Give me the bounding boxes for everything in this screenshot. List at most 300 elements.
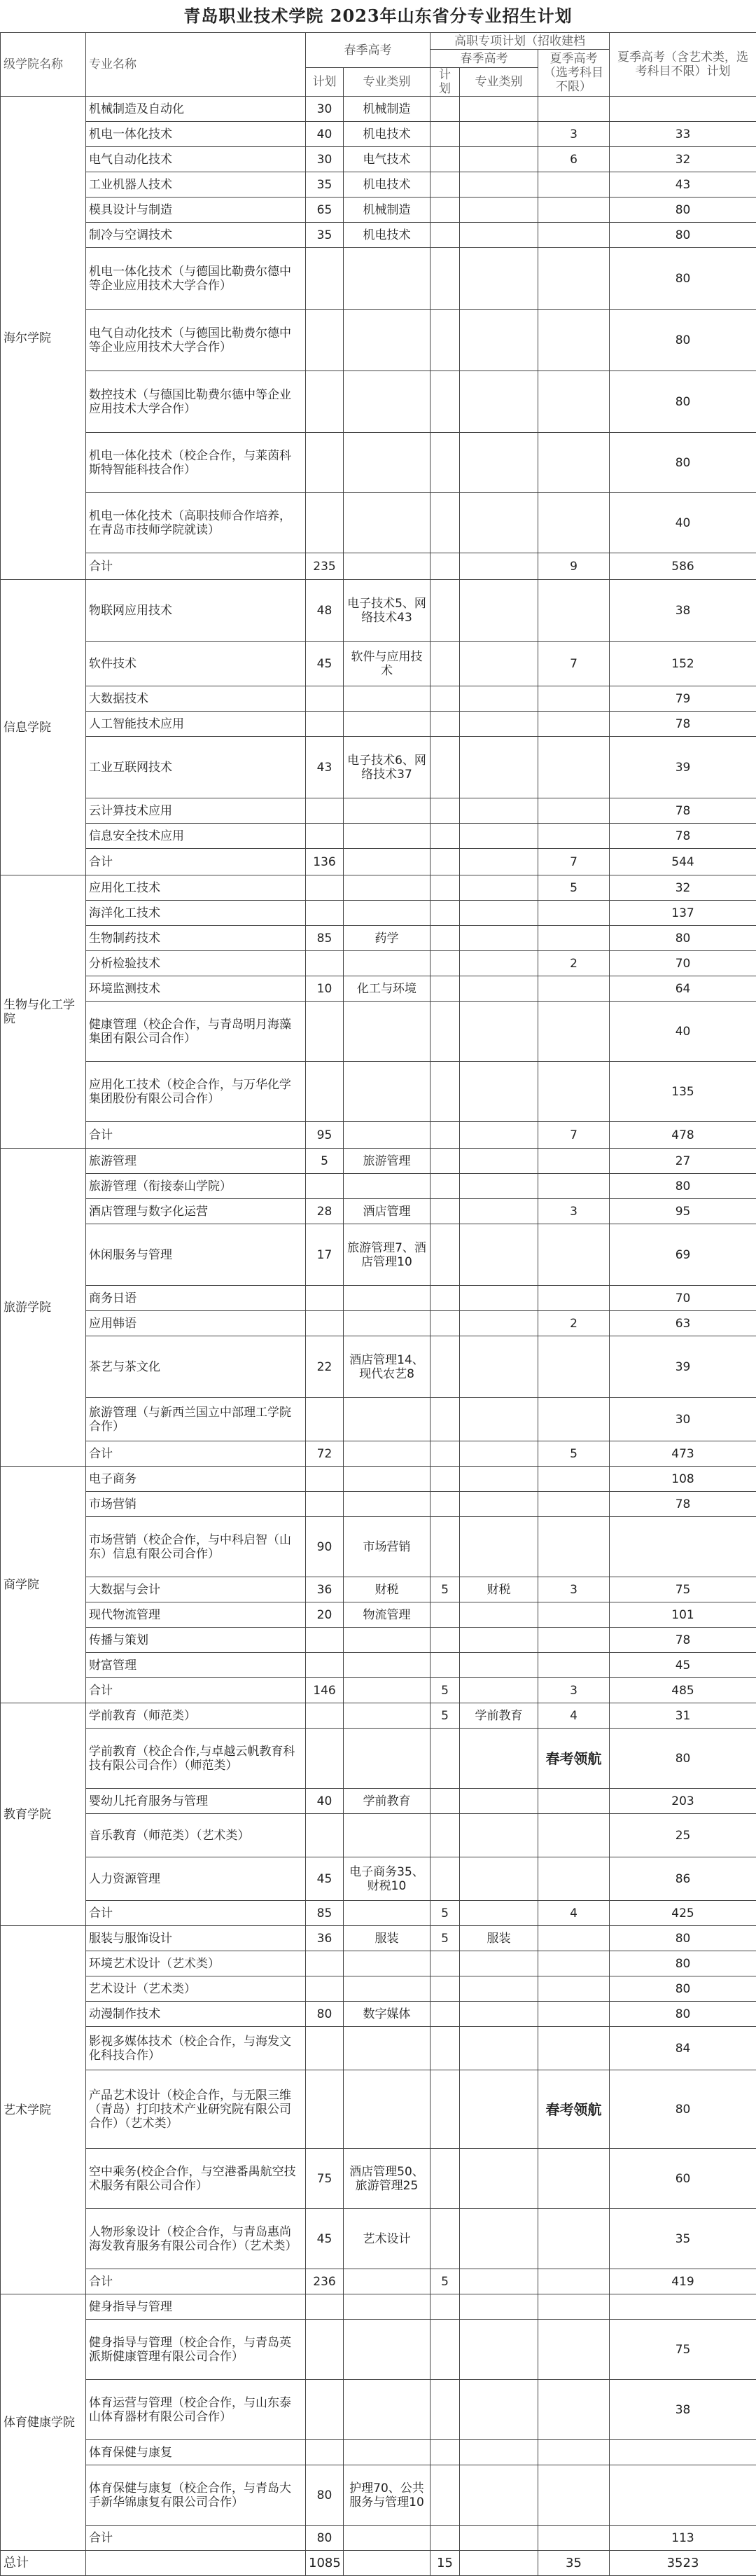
gz-type-cell bbox=[460, 2027, 538, 2070]
table-row bbox=[1, 172, 756, 198]
summer-plan-cell: 80 bbox=[610, 1174, 756, 1199]
gz-summer-cell: 2 bbox=[538, 1311, 610, 1336]
table-row bbox=[1, 1789, 756, 1814]
grand-total-gz-type bbox=[460, 2551, 538, 2576]
major-name-cell: 电子商务 bbox=[86, 1467, 306, 1492]
spring-plan-cell bbox=[306, 875, 344, 901]
table-row bbox=[1, 976, 756, 1002]
table-row bbox=[1, 1398, 756, 1441]
gz-type-cell bbox=[460, 1149, 538, 1174]
table-row bbox=[1, 1199, 756, 1224]
table-row bbox=[1, 1311, 756, 1336]
spring-plan-cell bbox=[306, 951, 344, 976]
gz-summer-cell: 5 bbox=[538, 1441, 610, 1467]
gz-plan-cell bbox=[430, 2380, 460, 2440]
gz-type-cell bbox=[460, 1857, 538, 1901]
spring-plan-cell bbox=[306, 1628, 344, 1653]
summer-plan-cell: 45 bbox=[610, 1653, 756, 1678]
spring-plan-cell bbox=[306, 2440, 344, 2465]
spring-plan-cell bbox=[306, 798, 344, 824]
table-row bbox=[1, 824, 756, 849]
summer-plan-cell: 38 bbox=[610, 2380, 756, 2440]
gz-plan-cell bbox=[430, 433, 460, 493]
gz-type-cell bbox=[460, 1336, 538, 1398]
gz-type-cell bbox=[460, 2269, 538, 2294]
gz-plan-cell: 5 bbox=[430, 1703, 460, 1729]
summer-plan-cell: 80 bbox=[610, 2070, 756, 2149]
gz-plan-cell bbox=[430, 926, 460, 951]
gz-summer-cell bbox=[538, 2209, 610, 2269]
spring-type-cell: 护理70、公共服务与管理10 bbox=[344, 2465, 430, 2526]
gz-summer-cell bbox=[538, 824, 610, 849]
spring-type-cell bbox=[344, 951, 430, 976]
gz-type-cell bbox=[460, 1398, 538, 1441]
table-row bbox=[1, 875, 756, 901]
gz-summer-cell: 7 bbox=[538, 849, 610, 875]
summer-plan-cell: 27 bbox=[610, 1149, 756, 1174]
summer-plan-cell: 108 bbox=[610, 1467, 756, 1492]
summer-plan-cell: 32 bbox=[610, 875, 756, 901]
spring-type-cell bbox=[344, 1062, 430, 1122]
major-name-cell: 音乐教育（师范类）（艺术类） bbox=[86, 1814, 306, 1857]
gz-type-cell bbox=[460, 849, 538, 875]
summer-plan-cell: 113 bbox=[610, 2526, 756, 2551]
spring-type-cell bbox=[344, 824, 430, 849]
gz-type-cell bbox=[460, 824, 538, 849]
gz-summer-cell bbox=[538, 1336, 610, 1398]
spring-plan-cell: 35 bbox=[306, 223, 344, 248]
spring-plan-cell bbox=[306, 248, 344, 310]
table-row bbox=[1, 1492, 756, 1517]
gz-type-cell bbox=[460, 1602, 538, 1628]
gz-type-cell bbox=[460, 122, 538, 147]
major-name-cell: 合计 bbox=[86, 1901, 306, 1926]
gz-summer-cell bbox=[538, 1976, 610, 2002]
gz-summer-cell bbox=[538, 2320, 610, 2380]
gz-plan-cell bbox=[430, 1517, 460, 1577]
spring-plan-cell: 75 bbox=[306, 2149, 344, 2209]
gz-plan-cell bbox=[430, 1789, 460, 1814]
major-name-cell: 工业机器人技术 bbox=[86, 172, 306, 198]
table-row bbox=[1, 642, 756, 686]
gz-summer-cell bbox=[538, 493, 610, 553]
spring-type-cell: 酒店管理14、现代农艺8 bbox=[344, 1336, 430, 1398]
spring-plan-cell: 85 bbox=[306, 926, 344, 951]
major-name-cell: 数控技术（与德国比勒费尔德中等企业应用技术大学合作） bbox=[86, 371, 306, 433]
college-name-cell: 信息学院 bbox=[1, 580, 86, 875]
spring-plan-cell: 95 bbox=[306, 1122, 344, 1149]
gz-summer-cell bbox=[538, 97, 610, 122]
spring-type-cell: 物流管理 bbox=[344, 1602, 430, 1628]
spring-plan-cell bbox=[306, 1951, 344, 1976]
gz-plan-cell bbox=[430, 1653, 460, 1678]
spring-type-cell bbox=[344, 712, 430, 737]
spring-type-cell bbox=[344, 310, 430, 371]
gz-type-cell bbox=[460, 580, 538, 642]
spring-plan-cell bbox=[306, 686, 344, 712]
gz-type-cell bbox=[460, 1789, 538, 1814]
gz-plan-cell: 5 bbox=[430, 1577, 460, 1602]
spring-plan-cell: 22 bbox=[306, 1336, 344, 1398]
header-spring: 春季高考 bbox=[306, 33, 430, 68]
spring-type-cell: 数字媒体 bbox=[344, 2002, 430, 2027]
table-row bbox=[1, 712, 756, 737]
summer-plan-cell: 586 bbox=[610, 553, 756, 580]
spring-plan-cell: 72 bbox=[306, 1441, 344, 1467]
gz-plan-cell bbox=[430, 976, 460, 1002]
major-name-cell: 应用化工技术（校企合作，与万华化学集团股份有限公司合作） bbox=[86, 1062, 306, 1122]
major-name-cell: 休闲服务与管理 bbox=[86, 1224, 306, 1286]
spring-type-cell bbox=[344, 371, 430, 433]
gz-type-cell bbox=[460, 1729, 538, 1789]
page-title: 青岛职业技术学院 2023年山东省分专业招生计划 bbox=[0, 0, 756, 32]
table-row bbox=[1, 147, 756, 172]
spring-plan-cell: 80 bbox=[306, 2002, 344, 2027]
spring-type-cell bbox=[344, 1729, 430, 1789]
spring-plan-cell: 85 bbox=[306, 1901, 344, 1926]
gz-plan-cell bbox=[430, 1122, 460, 1149]
spring-plan-cell: 45 bbox=[306, 642, 344, 686]
spring-type-cell bbox=[344, 1976, 430, 2002]
spring-type-cell: 软件与应用技术 bbox=[344, 642, 430, 686]
gz-type-cell bbox=[460, 875, 538, 901]
summer-plan-cell: 39 bbox=[610, 1336, 756, 1398]
spring-type-cell bbox=[344, 553, 430, 580]
gz-summer-cell bbox=[538, 2149, 610, 2209]
header-gz-type: 专业类别 bbox=[460, 68, 538, 97]
spring-plan-cell bbox=[306, 310, 344, 371]
gz-type-cell bbox=[460, 798, 538, 824]
major-name-cell: 合计 bbox=[86, 553, 306, 580]
gz-plan-cell bbox=[430, 1602, 460, 1628]
spring-type-cell bbox=[344, 1467, 430, 1492]
table-row bbox=[1, 737, 756, 798]
subtotal-row bbox=[1, 849, 756, 875]
summer-plan-cell: 32 bbox=[610, 147, 756, 172]
gz-type-cell bbox=[460, 1441, 538, 1467]
gz-plan-cell bbox=[430, 1224, 460, 1286]
table-row bbox=[1, 926, 756, 951]
spring-plan-cell: 40 bbox=[306, 122, 344, 147]
summer-plan-cell: 203 bbox=[610, 1789, 756, 1814]
table-body bbox=[1, 97, 756, 2551]
spring-type-cell: 服装 bbox=[344, 1926, 430, 1951]
summer-plan-cell: 63 bbox=[610, 1311, 756, 1336]
gz-type-cell bbox=[460, 1174, 538, 1199]
grand-total-summer: 3523 bbox=[610, 2551, 756, 2576]
subtotal-row bbox=[1, 553, 756, 580]
gz-plan-cell bbox=[430, 1729, 460, 1789]
spring-type-cell bbox=[344, 1653, 430, 1678]
spring-type-cell: 电子技术6、网络技术37 bbox=[344, 737, 430, 798]
major-name-cell: 体育保健与康复（校企合作，与青岛大手新华锦康复有限公司合作） bbox=[86, 2465, 306, 2526]
summer-plan-cell: 135 bbox=[610, 1062, 756, 1122]
spring-type-cell bbox=[344, 798, 430, 824]
spring-type-cell bbox=[344, 1002, 430, 1062]
spring-plan-cell: 30 bbox=[306, 97, 344, 122]
table-row bbox=[1, 951, 756, 976]
table-row bbox=[1, 310, 756, 371]
summer-plan-cell: 40 bbox=[610, 493, 756, 553]
spring-plan-cell bbox=[306, 901, 344, 926]
table-row bbox=[1, 1467, 756, 1492]
spring-plan-cell: 40 bbox=[306, 1789, 344, 1814]
gz-plan-cell bbox=[430, 686, 460, 712]
spring-type-cell bbox=[344, 2027, 430, 2070]
spring-type-cell bbox=[344, 686, 430, 712]
gz-plan-cell bbox=[430, 1857, 460, 1901]
summer-plan-cell: 80 bbox=[610, 223, 756, 248]
gz-plan-cell: 5 bbox=[430, 1926, 460, 1951]
major-name-cell: 机电一体化技术（高职技师合作培养，在青岛市技师学院就读） bbox=[86, 493, 306, 553]
summer-plan-cell: 75 bbox=[610, 1577, 756, 1602]
spring-plan-cell bbox=[306, 1398, 344, 1441]
gz-type-cell bbox=[460, 2070, 538, 2149]
major-name-cell: 商务日语 bbox=[86, 1286, 306, 1311]
table-row bbox=[1, 198, 756, 223]
spring-plan-cell: 28 bbox=[306, 1199, 344, 1224]
header-college: 级学院名称 bbox=[1, 33, 86, 97]
gz-type-cell bbox=[460, 493, 538, 553]
gz-plan-cell bbox=[430, 2070, 460, 2149]
spring-plan-cell: 146 bbox=[306, 1678, 344, 1703]
gz-type-cell bbox=[460, 2209, 538, 2269]
gz-summer-cell bbox=[538, 2002, 610, 2027]
gz-type-cell bbox=[460, 371, 538, 433]
major-name-cell: 合计 bbox=[86, 2526, 306, 2551]
gz-plan-cell: 5 bbox=[430, 2269, 460, 2294]
summer-plan-cell bbox=[610, 1517, 756, 1577]
major-name-cell: 旅游管理（与新西兰国立中部理工学院合作） bbox=[86, 1398, 306, 1441]
major-name-cell: 云计算技术应用 bbox=[86, 798, 306, 824]
header-gaozhi: 高职专项计划（招收建档 bbox=[430, 33, 610, 50]
major-name-cell: 合计 bbox=[86, 849, 306, 875]
gz-plan-cell bbox=[430, 371, 460, 433]
major-name-cell: 影视多媒体技术（校企合作，与海发文化科技合作） bbox=[86, 2027, 306, 2070]
gz-plan-cell bbox=[430, 248, 460, 310]
spring-type-cell: 机电技术 bbox=[344, 172, 430, 198]
summer-plan-cell: 80 bbox=[610, 926, 756, 951]
gz-summer-cell bbox=[538, 1628, 610, 1653]
gz-plan-cell bbox=[430, 580, 460, 642]
summer-plan-cell: 84 bbox=[610, 2027, 756, 2070]
gz-plan-cell bbox=[430, 798, 460, 824]
gz-summer-cell bbox=[538, 172, 610, 198]
spring-plan-cell bbox=[306, 1653, 344, 1678]
summer-plan-cell: 30 bbox=[610, 1398, 756, 1441]
summer-plan-cell: 152 bbox=[610, 642, 756, 686]
gz-type-cell bbox=[460, 737, 538, 798]
gz-summer-cell bbox=[538, 2269, 610, 2294]
major-name-cell: 学前教育（师范类） bbox=[86, 1703, 306, 1729]
table-row bbox=[1, 1149, 756, 1174]
spring-plan-cell bbox=[306, 1174, 344, 1199]
college-name-cell: 教育学院 bbox=[1, 1703, 86, 1926]
major-name-cell: 人物形象设计（校企合作，与青岛惠尚海发教育服务有限公司合作）（艺术类） bbox=[86, 2209, 306, 2269]
table-row bbox=[1, 1814, 756, 1857]
major-name-cell: 体育保健与康复 bbox=[86, 2440, 306, 2465]
college-name-cell: 海尔学院 bbox=[1, 97, 86, 580]
summer-plan-cell: 80 bbox=[610, 198, 756, 223]
gz-plan-cell bbox=[430, 712, 460, 737]
major-name-cell: 电气自动化技术 bbox=[86, 147, 306, 172]
major-name-cell: 电气自动化技术（与德国比勒费尔德中等企业应用技术大学合作） bbox=[86, 310, 306, 371]
table-row bbox=[1, 433, 756, 493]
grand-total-gz-plan: 15 bbox=[430, 2551, 460, 2576]
major-name-cell: 制冷与空调技术 bbox=[86, 223, 306, 248]
gz-summer-cell bbox=[538, 1002, 610, 1062]
summer-plan-cell: 69 bbox=[610, 1224, 756, 1286]
major-name-cell: 机电一体化技术（与德国比勒费尔德中等企业应用技术大学合作） bbox=[86, 248, 306, 310]
summer-plan-cell: 79 bbox=[610, 686, 756, 712]
gz-type-cell bbox=[460, 712, 538, 737]
gz-type-cell bbox=[460, 642, 538, 686]
header-summer: 夏季高考（含艺术类，选考科目不限）计划 bbox=[610, 33, 756, 97]
gz-type-cell bbox=[460, 553, 538, 580]
summer-plan-cell: 75 bbox=[610, 2320, 756, 2380]
gz-plan-cell: 5 bbox=[430, 1901, 460, 1926]
major-name-cell: 财富管理 bbox=[86, 1653, 306, 1678]
major-name-cell: 人工智能技术应用 bbox=[86, 712, 306, 737]
gz-plan-cell bbox=[430, 824, 460, 849]
gz-summer-cell bbox=[538, 248, 610, 310]
spring-type-cell bbox=[344, 2070, 430, 2149]
gz-plan-cell bbox=[430, 1199, 460, 1224]
major-name-cell: 海洋化工技术 bbox=[86, 901, 306, 926]
spring-type-cell bbox=[344, 2526, 430, 2551]
gz-plan-cell bbox=[430, 1174, 460, 1199]
spring-plan-cell: 136 bbox=[306, 849, 344, 875]
table-row bbox=[1, 97, 756, 122]
major-name-cell: 服装与服饰设计 bbox=[86, 1926, 306, 1951]
spring-plan-cell: 80 bbox=[306, 2526, 344, 2551]
gz-summer-cell bbox=[538, 2294, 610, 2320]
major-name-cell: 茶艺与茶文化 bbox=[86, 1336, 306, 1398]
gz-type-cell bbox=[460, 1628, 538, 1653]
spring-type-cell: 机电技术 bbox=[344, 223, 430, 248]
major-name-cell: 机电一体化技术 bbox=[86, 122, 306, 147]
spring-plan-cell bbox=[306, 712, 344, 737]
major-name-cell: 学前教育（校企合作,与卓越云帆教育科技有限公司合作）（师范类） bbox=[86, 1729, 306, 1789]
spring-type-cell: 机械制造 bbox=[344, 97, 430, 122]
admission-plan-table bbox=[0, 32, 756, 2576]
spring-plan-cell bbox=[306, 2294, 344, 2320]
table-row bbox=[1, 686, 756, 712]
spring-type-cell bbox=[344, 1628, 430, 1653]
spring-plan-cell bbox=[306, 1467, 344, 1492]
gz-summer-cell bbox=[538, 1857, 610, 1901]
header-gz-plan: 计划 bbox=[430, 68, 460, 97]
table-row bbox=[1, 1062, 756, 1122]
spring-plan-cell bbox=[306, 1062, 344, 1122]
gz-summer-cell bbox=[538, 1926, 610, 1951]
gz-plan-cell bbox=[430, 1441, 460, 1467]
major-name-cell: 合计 bbox=[86, 2269, 306, 2294]
gz-summer-cell: 春考领航 bbox=[538, 2070, 610, 2149]
gz-plan-cell bbox=[430, 901, 460, 926]
gz-summer-cell bbox=[538, 223, 610, 248]
gz-type-cell bbox=[460, 901, 538, 926]
subtotal-row bbox=[1, 2526, 756, 2551]
major-name-cell: 信息安全技术应用 bbox=[86, 824, 306, 849]
summer-plan-cell: 485 bbox=[610, 1678, 756, 1703]
summer-plan-cell: 80 bbox=[610, 1976, 756, 2002]
grand-total-row bbox=[1, 2551, 756, 2576]
gz-type-cell bbox=[460, 2465, 538, 2526]
spring-plan-cell: 35 bbox=[306, 172, 344, 198]
gz-summer-cell bbox=[538, 686, 610, 712]
gz-plan-cell bbox=[430, 1149, 460, 1174]
major-name-cell: 酒店管理与数字化运营 bbox=[86, 1199, 306, 1224]
grand-total-spring-plan: 1085 bbox=[306, 2551, 344, 2576]
grand-total-label: 总计 bbox=[1, 2551, 86, 2576]
gz-summer-cell: 5 bbox=[538, 875, 610, 901]
table-row bbox=[1, 1926, 756, 1951]
spring-type-cell bbox=[344, 1286, 430, 1311]
spring-plan-cell bbox=[306, 1002, 344, 1062]
spring-plan-cell: 45 bbox=[306, 2209, 344, 2269]
gz-summer-cell: 3 bbox=[538, 1577, 610, 1602]
gz-summer-cell bbox=[538, 976, 610, 1002]
spring-type-cell bbox=[344, 2380, 430, 2440]
summer-plan-cell: 80 bbox=[610, 433, 756, 493]
spring-type-cell: 酒店管理 bbox=[344, 1199, 430, 1224]
major-name-cell: 人力资源管理 bbox=[86, 1857, 306, 1901]
spring-plan-cell: 5 bbox=[306, 1149, 344, 1174]
summer-plan-cell: 80 bbox=[610, 1951, 756, 1976]
spring-plan-cell bbox=[306, 1729, 344, 1789]
gz-summer-cell bbox=[538, 2380, 610, 2440]
gz-summer-cell bbox=[538, 433, 610, 493]
major-name-cell: 合计 bbox=[86, 1122, 306, 1149]
gz-summer-cell bbox=[538, 1789, 610, 1814]
gz-type-cell bbox=[460, 1653, 538, 1678]
gz-summer-cell bbox=[538, 712, 610, 737]
gz-summer-cell: 3 bbox=[538, 122, 610, 147]
gz-summer-cell bbox=[538, 926, 610, 951]
table-row bbox=[1, 798, 756, 824]
major-name-cell: 现代物流管理 bbox=[86, 1602, 306, 1628]
summer-plan-cell: 70 bbox=[610, 1286, 756, 1311]
table-row bbox=[1, 580, 756, 642]
summer-plan-cell: 39 bbox=[610, 737, 756, 798]
gz-plan-cell bbox=[430, 1398, 460, 1441]
table-row bbox=[1, 1224, 756, 1286]
gz-summer-cell bbox=[538, 198, 610, 223]
gz-summer-cell bbox=[538, 2526, 610, 2551]
major-name-cell: 机械制造及自动化 bbox=[86, 97, 306, 122]
gz-summer-cell: 3 bbox=[538, 1678, 610, 1703]
gz-summer-cell: 6 bbox=[538, 147, 610, 172]
gz-summer-cell bbox=[538, 1224, 610, 1286]
spring-type-cell bbox=[344, 493, 430, 553]
summer-plan-cell: 70 bbox=[610, 951, 756, 976]
header-major: 专业名称 bbox=[86, 33, 306, 97]
table-row bbox=[1, 1729, 756, 1789]
table-row bbox=[1, 1286, 756, 1311]
college-name-cell: 体育健康学院 bbox=[1, 2294, 86, 2551]
spring-type-cell bbox=[344, 1174, 430, 1199]
gz-summer-cell: 4 bbox=[538, 1703, 610, 1729]
gz-plan-cell bbox=[430, 1467, 460, 1492]
summer-plan-cell bbox=[610, 2294, 756, 2320]
summer-plan-cell bbox=[610, 2465, 756, 2526]
grand-total-gz-summer: 35 bbox=[538, 2551, 610, 2576]
gz-plan-cell bbox=[430, 1951, 460, 1976]
gz-summer-cell bbox=[538, 1062, 610, 1122]
spring-plan-cell: 36 bbox=[306, 1926, 344, 1951]
gz-summer-cell: 3 bbox=[538, 1199, 610, 1224]
